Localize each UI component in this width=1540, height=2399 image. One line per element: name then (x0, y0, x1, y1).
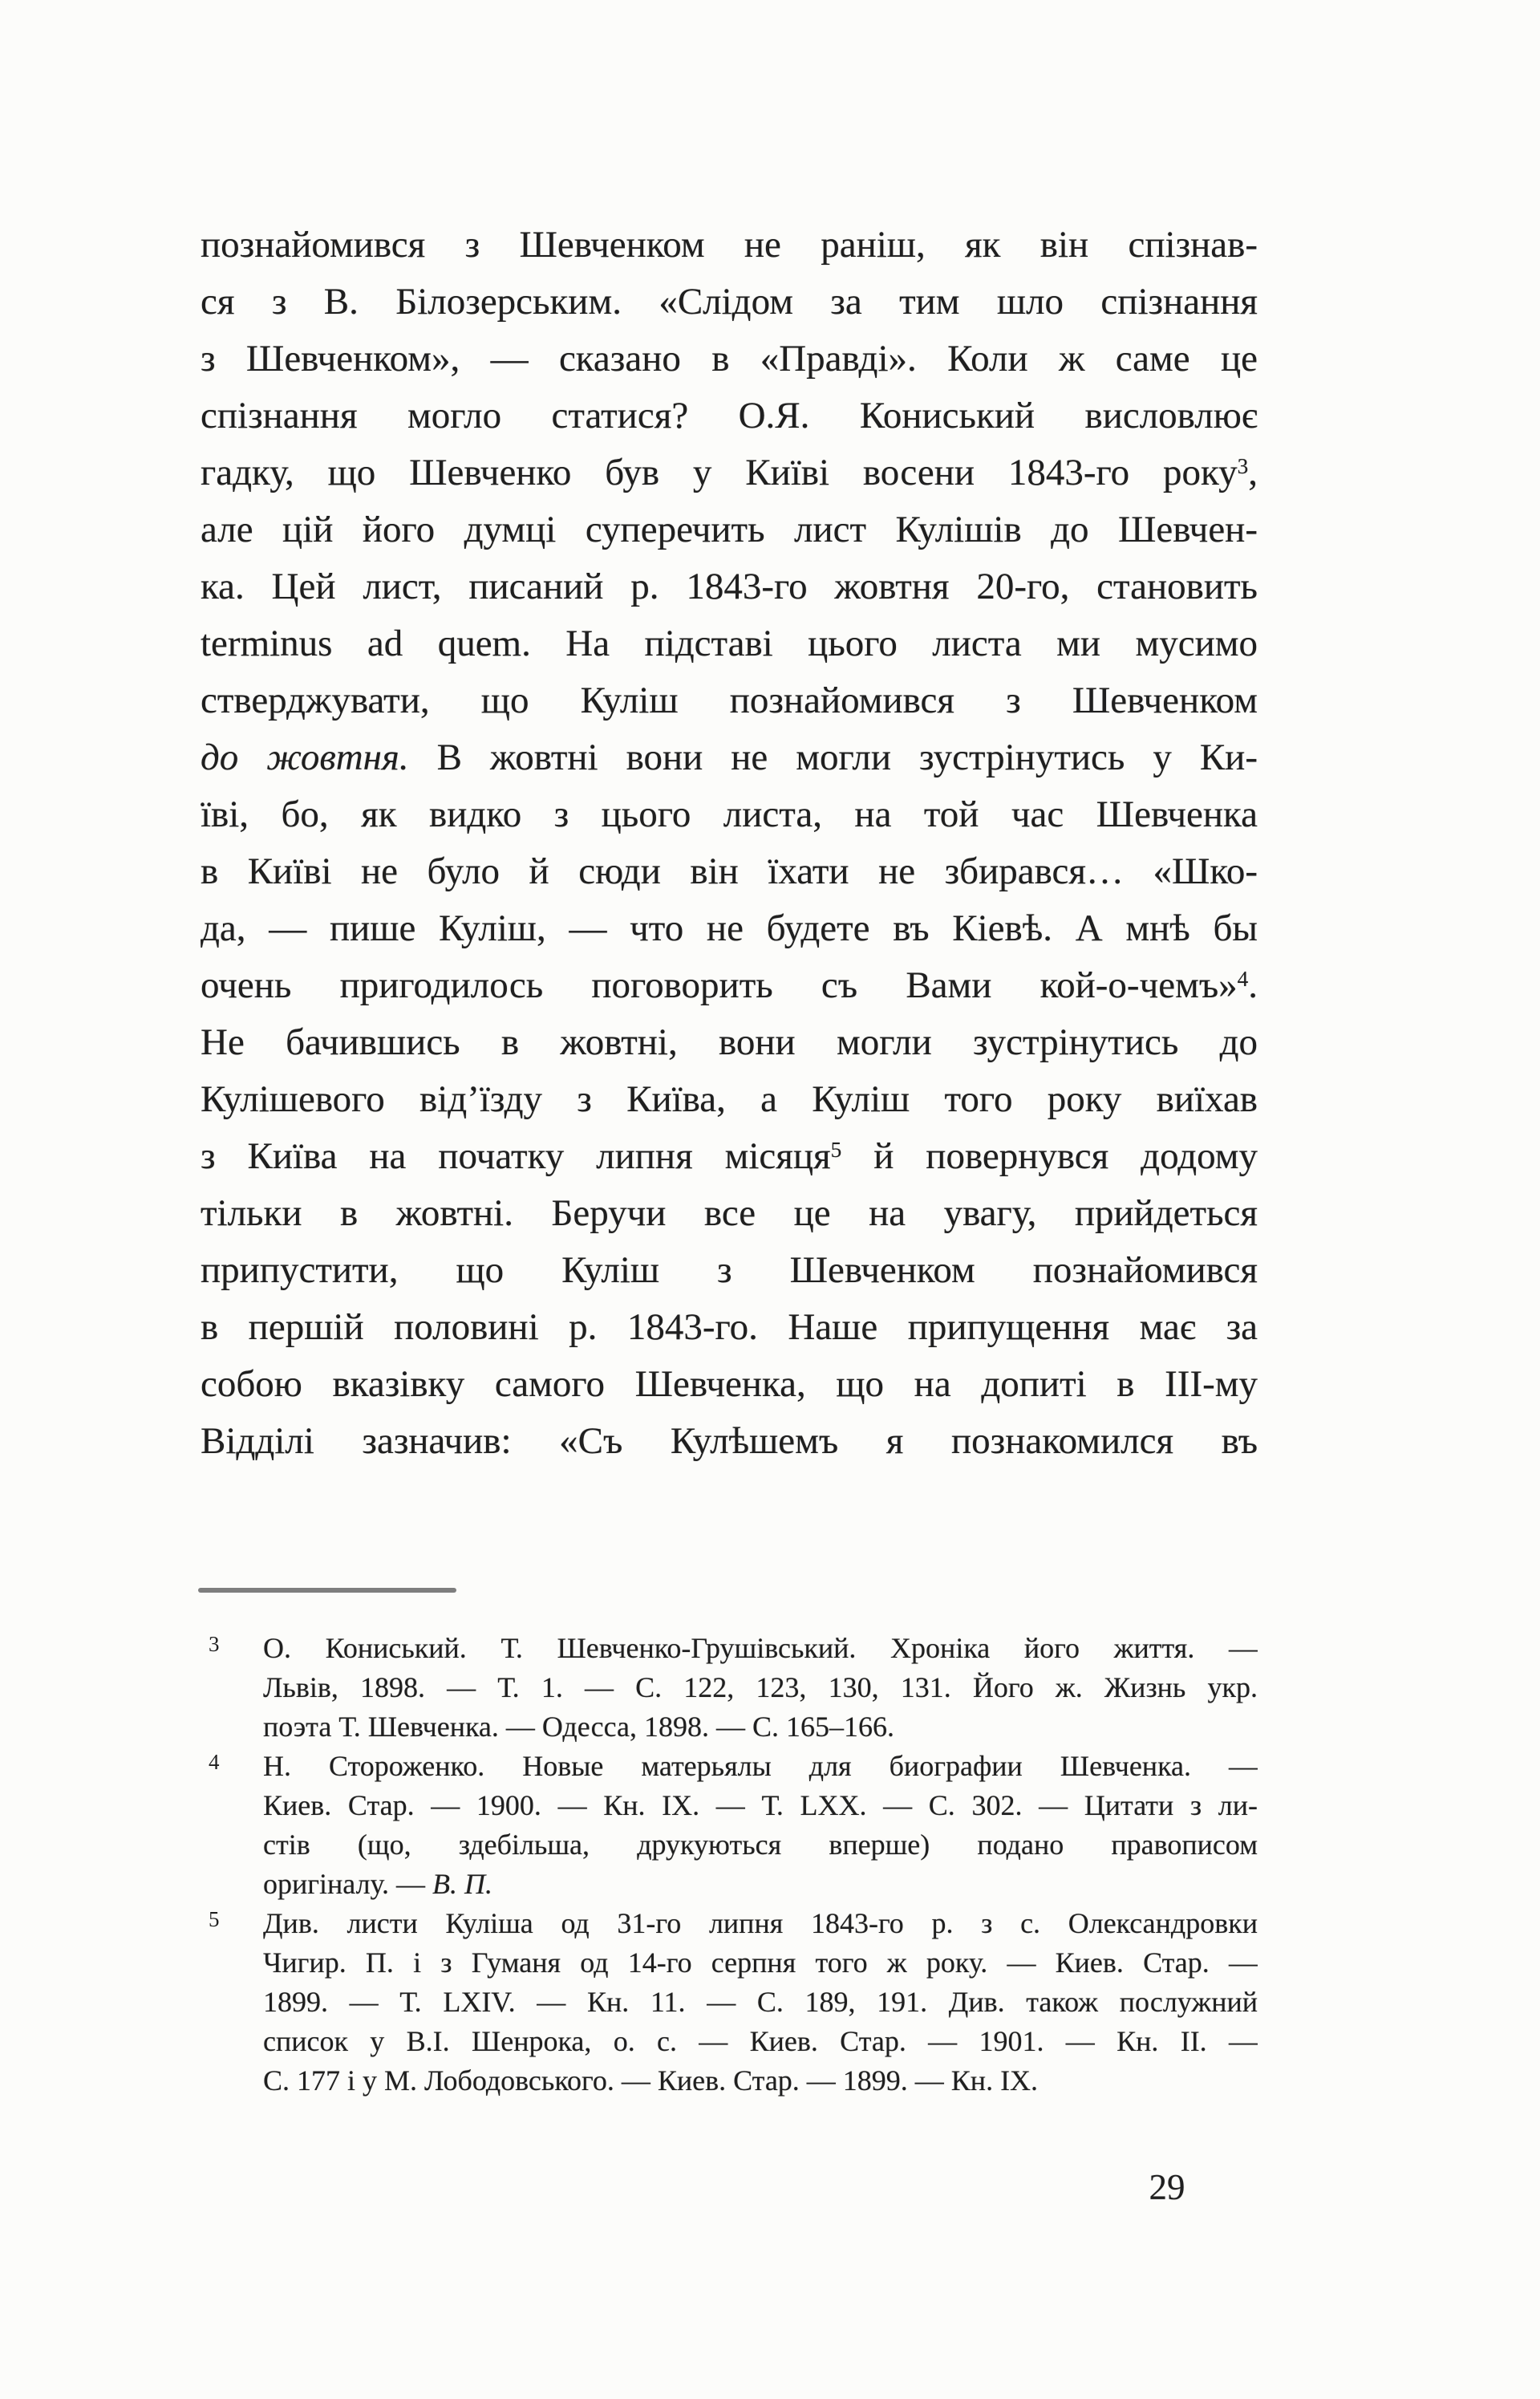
text-segment: да, — пише Куліш, — что не будете въ Кіевѣ. А мнѣ бы (201, 907, 1258, 949)
footnote-line (263, 1786, 1258, 1825)
text-segment: Н. Стороженко. Новые матерьялы для биографии Шевченка. — (263, 1750, 1258, 1782)
footnote-line (263, 1825, 1258, 1865)
page-number: 29 (1149, 2167, 1185, 2207)
text-segment: terminus ad quem. На підставі цього листа ми мусимо (201, 623, 1258, 664)
text-segment: 1899. — Т. LXIV. — Кн. 11. — С. 189, 191. Див. також послужний (263, 1986, 1258, 2018)
text-segment: Відділі зазначив: «Съ Кулѣшемъ я познакомился въ (201, 1420, 1258, 1462)
body-line (201, 1299, 1258, 1356)
text-segment: ка. Цей лист, писаний р. 1843-го жовтня 20-го, становить (201, 566, 1258, 607)
text-segment: . (1248, 964, 1258, 1006)
body-line (201, 1356, 1258, 1413)
footnote-marker: 3 (209, 1632, 220, 1656)
footnote-separator (198, 1588, 456, 1593)
body-line (201, 843, 1258, 900)
text-segment: до жовтня. (201, 737, 409, 778)
footnote-reference: 4 (1237, 967, 1249, 992)
body-line (201, 1242, 1258, 1299)
text-segment: з Київа на початку липня місяця (201, 1135, 831, 1177)
text-segment: познайомився з Шевченком не раніш, як він спізнав- (201, 224, 1258, 266)
text-segment: Чигир. П. і з Гуманя од 14-го серпня того ж року. — Киев. Стар. — (263, 1946, 1258, 1979)
text-segment: список у В.І. Шенрока, о. с. — Киев. Стар. — 1901. — Кн. ІІ. — (263, 2025, 1258, 2057)
text-segment: В жовтні вони не могли зустрінутись у Ки- (408, 737, 1258, 778)
text-segment: собою вказівку самого Шевченка, що на допиті в ІІІ-му (201, 1363, 1258, 1405)
body-line (201, 1413, 1258, 1470)
text-segment: оригіналу. — (263, 1868, 432, 1900)
footnote-line (263, 1747, 1258, 1786)
text-segment: очень пригодилось поговорить съ Вами кой-о-чемъ» (201, 964, 1238, 1006)
body-line (201, 501, 1258, 558)
footnote-line (263, 1707, 1258, 1747)
text-segment: Не бачившись в жовтні, вони могли зустрінутись до (201, 1021, 1258, 1063)
body-line (201, 1014, 1258, 1071)
footnote-marker: 4 (209, 1750, 220, 1774)
text-segment: , (1248, 452, 1258, 493)
body-line (201, 1071, 1258, 1128)
footnote-text (263, 1904, 1258, 2101)
footnote (201, 1747, 1258, 1904)
text-segment: спізнання могло статися? О.Я. Кониський висловлює (201, 395, 1258, 436)
body-line (201, 615, 1258, 672)
text-segment: стів (що, здебільша, друкуються вперше) подано правописом (263, 1829, 1258, 1861)
body-line (201, 217, 1258, 274)
footnote-reference: 5 (830, 1138, 842, 1163)
text-segment: їві, бо, як видко з цього листа, на той час Шевченка (201, 794, 1258, 835)
body-line (201, 1128, 1258, 1185)
footnote-reference: 3 (1237, 454, 1249, 479)
text-segment: й повернувся додому (841, 1135, 1258, 1177)
body-line (201, 729, 1258, 786)
text-segment: Львів, 1898. — Т. 1. — С. 122, 123, 130, 131. Його ж. Жизнь укр. (263, 1671, 1258, 1703)
footnote (201, 1904, 1258, 2101)
body-line (201, 444, 1258, 501)
text-segment: О. Кониський. Т. Шевченко-Грушівський. Хроніка його життя. — (263, 1632, 1258, 1664)
text-segment: С. 177 і у М. Лободовського. — Киев. Стар. — 1899. — Кн. ІХ. (263, 2064, 1039, 2097)
text-segment: в Київі не було й сюди він їхати не збирався… «Шко- (201, 850, 1258, 892)
body-line (201, 558, 1258, 615)
text-segment: з Шевченком», — сказано в «Правді». Коли ж саме це (201, 338, 1258, 380)
body-line (201, 388, 1258, 444)
footnote-line (263, 2061, 1258, 2101)
body-line (201, 672, 1258, 729)
footnote-line (263, 1668, 1258, 1707)
footnote-text (263, 1747, 1258, 1904)
footnote-text (263, 1629, 1258, 1747)
body-line (201, 331, 1258, 388)
text-segment: але цій його думці суперечить лист Кулішів до Шевчен- (201, 509, 1258, 550)
text-segment: тільки в жовтні. Беручи все це на увагу, прийдеться (201, 1192, 1258, 1234)
footnote-marker: 5 (209, 1907, 220, 1931)
body-line (201, 786, 1258, 843)
footnote-line (263, 1629, 1258, 1668)
text-segment: Див. листи Куліша од 31-го липня 1843-го р. з с. Олександровки (263, 1907, 1258, 1939)
text-segment: гадку, що Шевченко був у Київі восени 1843-го року (201, 452, 1238, 493)
footnote-line (263, 2022, 1258, 2061)
text-segment: припустити, що Куліш з Шевченком познайомився (201, 1249, 1258, 1291)
text-segment: ся з В. Білозерським. «Слідом за тим шло спізнання (201, 281, 1258, 323)
body-text (201, 217, 1258, 1470)
footnotes (201, 1629, 1258, 2101)
text-segment: В. П. (432, 1868, 492, 1900)
footnote-line (263, 1865, 1258, 1904)
body-line (201, 900, 1258, 957)
footnote (201, 1629, 1258, 1747)
text-segment: в першій половині р. 1843-го. Наше припущення має за (201, 1306, 1258, 1348)
footnote-line (263, 1904, 1258, 1943)
text-segment: Киев. Стар. — 1900. — Кн. ІХ. — Т. LXX. — С. 302. — Цитати з ли- (263, 1789, 1258, 1821)
text-segment: поэта Т. Шевченка. — Одесса, 1898. — С. 165–166. (263, 1711, 894, 1743)
body-line (201, 1185, 1258, 1242)
footnote-line (263, 1983, 1258, 2022)
body-line (201, 957, 1258, 1014)
body-line (201, 274, 1258, 331)
text-segment: Кулішевого від’їзду з Київа, а Куліш того року виїхав (201, 1078, 1258, 1120)
text-segment: стверджувати, що Куліш познайомився з Шевченком (201, 680, 1258, 721)
footnote-line (263, 1943, 1258, 1983)
